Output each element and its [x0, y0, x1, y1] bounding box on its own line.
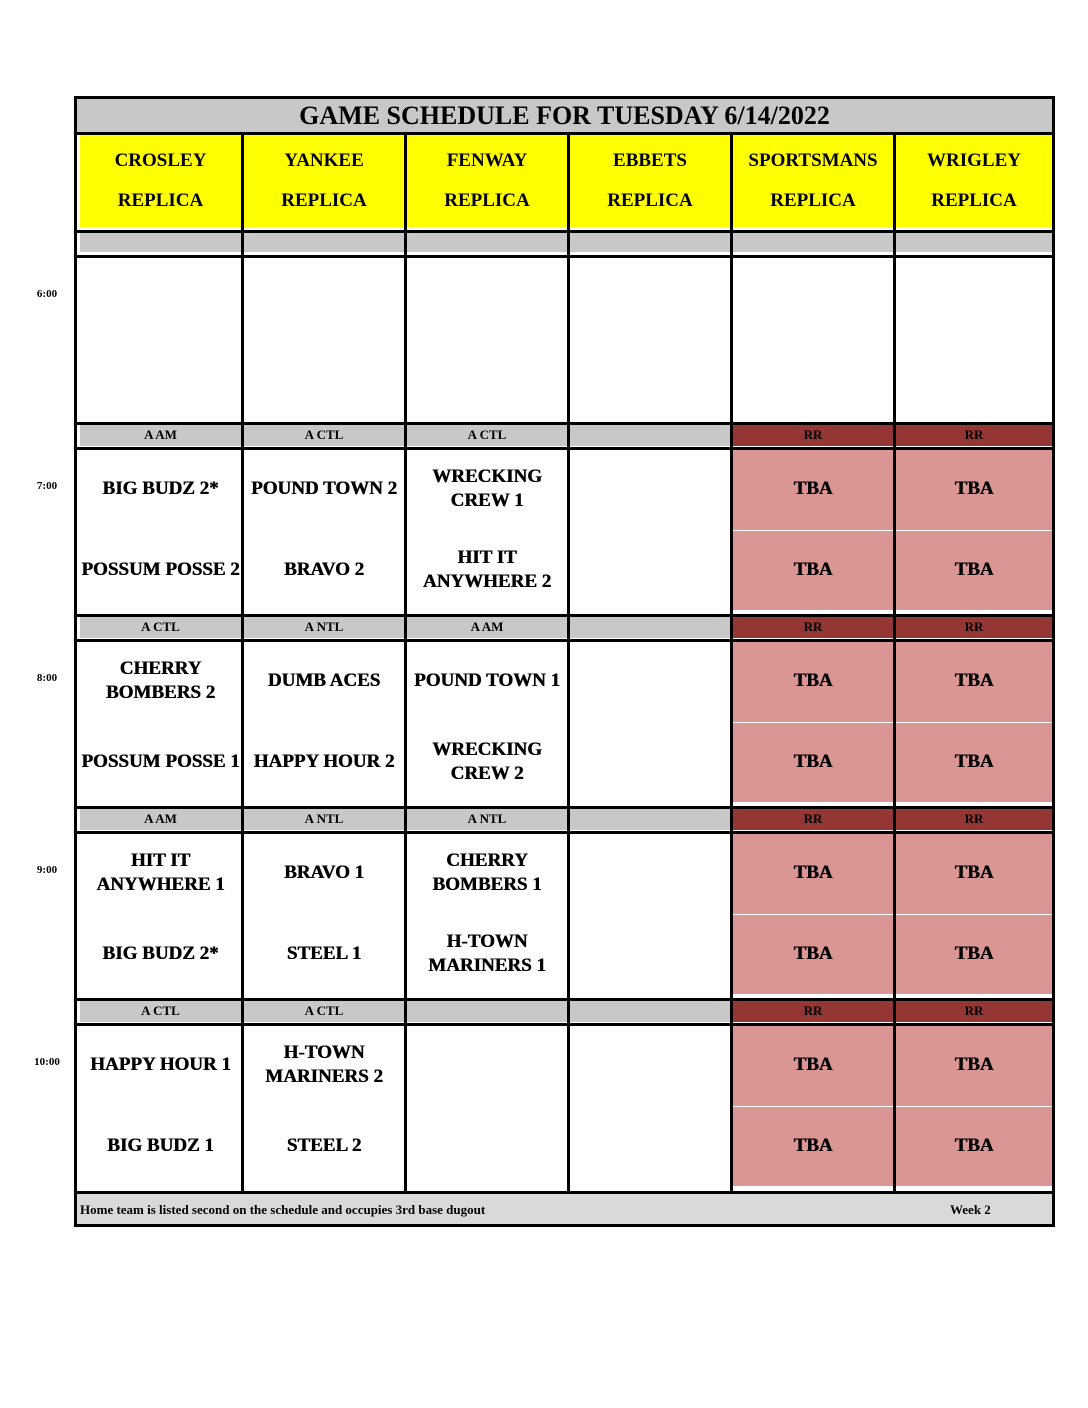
time-label-1000: 10:00	[34, 1056, 60, 1068]
division-label: A NTL	[407, 808, 567, 830]
team-cell: TBA	[896, 723, 1052, 803]
grid-line	[77, 1191, 1052, 1194]
team-cell: POUND TOWN 1	[413, 670, 561, 692]
time-label-800: 8:00	[36, 672, 58, 684]
team-cell: H-TOWN MARINERS 2	[265, 1042, 383, 1088]
team-cell: TBA	[733, 915, 893, 995]
team-cell: CHERRY BOMBERS 2	[105, 658, 216, 704]
footer-bar	[77, 1194, 1052, 1224]
team-cell	[570, 339, 730, 419]
team-cell: HIT IT ANYWHERE 1	[96, 850, 225, 896]
team-cell: TBA	[733, 641, 893, 722]
field-subtitle: REPLICA	[281, 190, 367, 211]
team-cell	[570, 915, 730, 995]
team-cell: BRAVO 1	[283, 862, 365, 884]
division-label: RR	[733, 1000, 893, 1022]
team-cell	[570, 531, 730, 611]
team-cell	[244, 257, 404, 338]
field-header-crosley	[80, 135, 241, 227]
team-cell: WRECKING CREW 1	[432, 466, 542, 512]
field-header-wrigley	[896, 135, 1052, 227]
team-cell: TBA	[896, 833, 1052, 914]
team-cell: BIG BUDZ 2*	[102, 478, 219, 500]
division-label: A CTL	[244, 1000, 404, 1022]
team-cell: TBA	[733, 449, 893, 530]
team-cell: TBA	[733, 1025, 893, 1106]
team-cell: TBA	[896, 1107, 1052, 1187]
team-cell: STEEL 2	[286, 1135, 362, 1157]
grid-line	[730, 132, 733, 1194]
division-label: A CTL	[80, 616, 241, 638]
header-spacer	[896, 232, 1052, 252]
division-label: RR	[733, 424, 893, 446]
grid-line	[77, 639, 1052, 642]
header-spacer	[733, 232, 893, 252]
team-cell: DUMB ACES	[267, 670, 381, 692]
team-cell: TBA	[733, 531, 893, 611]
division-label	[570, 424, 730, 446]
header-spacer	[244, 232, 404, 252]
team-cell	[570, 723, 730, 803]
team-cell	[407, 339, 567, 419]
grid-line	[77, 1023, 1052, 1026]
division-label: RR	[733, 808, 893, 830]
team-cell	[733, 257, 893, 338]
team-cell: HIT IT ANYWHERE 2	[422, 547, 552, 593]
grid-line	[404, 132, 407, 1194]
team-cell	[570, 257, 730, 338]
team-cell: HAPPY HOUR 2	[253, 751, 395, 773]
team-cell: TBA	[733, 1107, 893, 1187]
team-cell	[733, 339, 893, 419]
time-label-900: 9:00	[36, 864, 58, 876]
header-spacer	[80, 232, 241, 252]
team-cell: BIG BUDZ 2*	[102, 943, 219, 965]
team-cell: TBA	[896, 449, 1052, 530]
division-label	[407, 1000, 567, 1022]
grid-line	[567, 132, 570, 1194]
team-cell: TBA	[896, 641, 1052, 722]
footer-note: Home team is listed second on the schedule and occupies 3rd base dugout	[80, 1202, 486, 1217]
field-subtitle: REPLICA	[444, 190, 530, 211]
team-cell: STEEL 1	[286, 943, 362, 965]
grid-line	[77, 998, 1052, 1001]
field-name: WRIGLEY	[927, 150, 1021, 171]
field-header-ebbets	[570, 135, 730, 227]
team-cell: TBA	[896, 915, 1052, 995]
division-label: A AM	[80, 808, 241, 830]
field-name: SPORTSMANS	[748, 150, 878, 171]
division-label: RR	[896, 808, 1052, 830]
division-label: A CTL	[244, 424, 404, 446]
team-cell: HAPPY HOUR 1	[90, 1054, 231, 1076]
grid-line	[77, 132, 1052, 135]
grid-line	[77, 255, 1052, 258]
field-name: EBBETS	[613, 150, 687, 171]
team-cell: TBA	[896, 531, 1052, 611]
team-cell: H-TOWN MARINERS 1	[428, 931, 546, 977]
division-label: RR	[896, 424, 1052, 446]
grid-line	[77, 831, 1052, 834]
field-header-yankee	[244, 135, 404, 227]
team-cell	[80, 257, 241, 338]
header-spacer	[407, 232, 567, 252]
header-spacer	[570, 232, 730, 252]
time-label-600: 6:00	[36, 288, 58, 300]
team-cell	[80, 339, 241, 419]
schedule-sheet	[74, 96, 1055, 1227]
division-label: RR	[733, 616, 893, 638]
team-cell: CHERRY BOMBERS 1	[432, 850, 542, 896]
team-cell: BRAVO 2	[283, 559, 365, 581]
grid-line	[77, 447, 1052, 450]
field-subtitle: REPLICA	[607, 190, 693, 211]
division-label: A AM	[80, 424, 241, 446]
division-label: RR	[896, 1000, 1052, 1022]
field-subtitle: REPLICA	[770, 190, 856, 211]
team-cell	[570, 1025, 730, 1106]
division-label: A NTL	[244, 616, 404, 638]
field-header-fenway	[407, 135, 567, 227]
field-subtitle: REPLICA	[931, 190, 1017, 211]
team-cell	[570, 833, 730, 914]
field-name: FENWAY	[446, 150, 528, 171]
division-label: A CTL	[80, 1000, 241, 1022]
team-cell: POUND TOWN 2	[250, 478, 398, 500]
grid-line	[893, 132, 896, 1194]
team-cell	[570, 449, 730, 530]
team-cell	[896, 339, 1052, 419]
team-cell	[570, 1107, 730, 1187]
team-cell	[407, 1025, 567, 1106]
division-label: A AM	[407, 616, 567, 638]
division-label: RR	[896, 616, 1052, 638]
field-header-sportsmans	[733, 135, 893, 227]
team-cell: TBA	[733, 833, 893, 914]
team-cell: POSSUM POSSE 2	[81, 559, 240, 581]
field-name: YANKEE	[284, 150, 364, 171]
time-label-700: 7:00	[36, 480, 58, 492]
grid-line	[241, 132, 244, 1194]
page-title: GAME SCHEDULE FOR TUESDAY 6/14/2022	[77, 99, 1052, 132]
grid-line	[77, 806, 1052, 809]
team-cell	[244, 339, 404, 419]
team-cell	[407, 1107, 567, 1187]
team-cell: TBA	[733, 723, 893, 803]
team-cell: POSSUM POSSE 1	[81, 751, 240, 773]
team-cell	[570, 641, 730, 722]
grid-line	[77, 614, 1052, 617]
division-label: A NTL	[244, 808, 404, 830]
week-label: Week 2	[950, 1202, 991, 1217]
field-subtitle: REPLICA	[117, 190, 204, 211]
team-cell: TBA	[896, 1025, 1052, 1106]
team-cell	[896, 257, 1052, 338]
field-name: CROSLEY	[114, 150, 207, 171]
division-label	[570, 1000, 730, 1022]
division-label: A CTL	[407, 424, 567, 446]
grid-line	[77, 422, 1052, 425]
team-cell: BIG BUDZ 1	[107, 1135, 214, 1157]
team-cell	[407, 257, 567, 338]
team-cell: WRECKING CREW 2	[432, 739, 542, 785]
division-label	[570, 616, 730, 638]
grid-line	[77, 230, 1052, 233]
division-label	[570, 808, 730, 830]
